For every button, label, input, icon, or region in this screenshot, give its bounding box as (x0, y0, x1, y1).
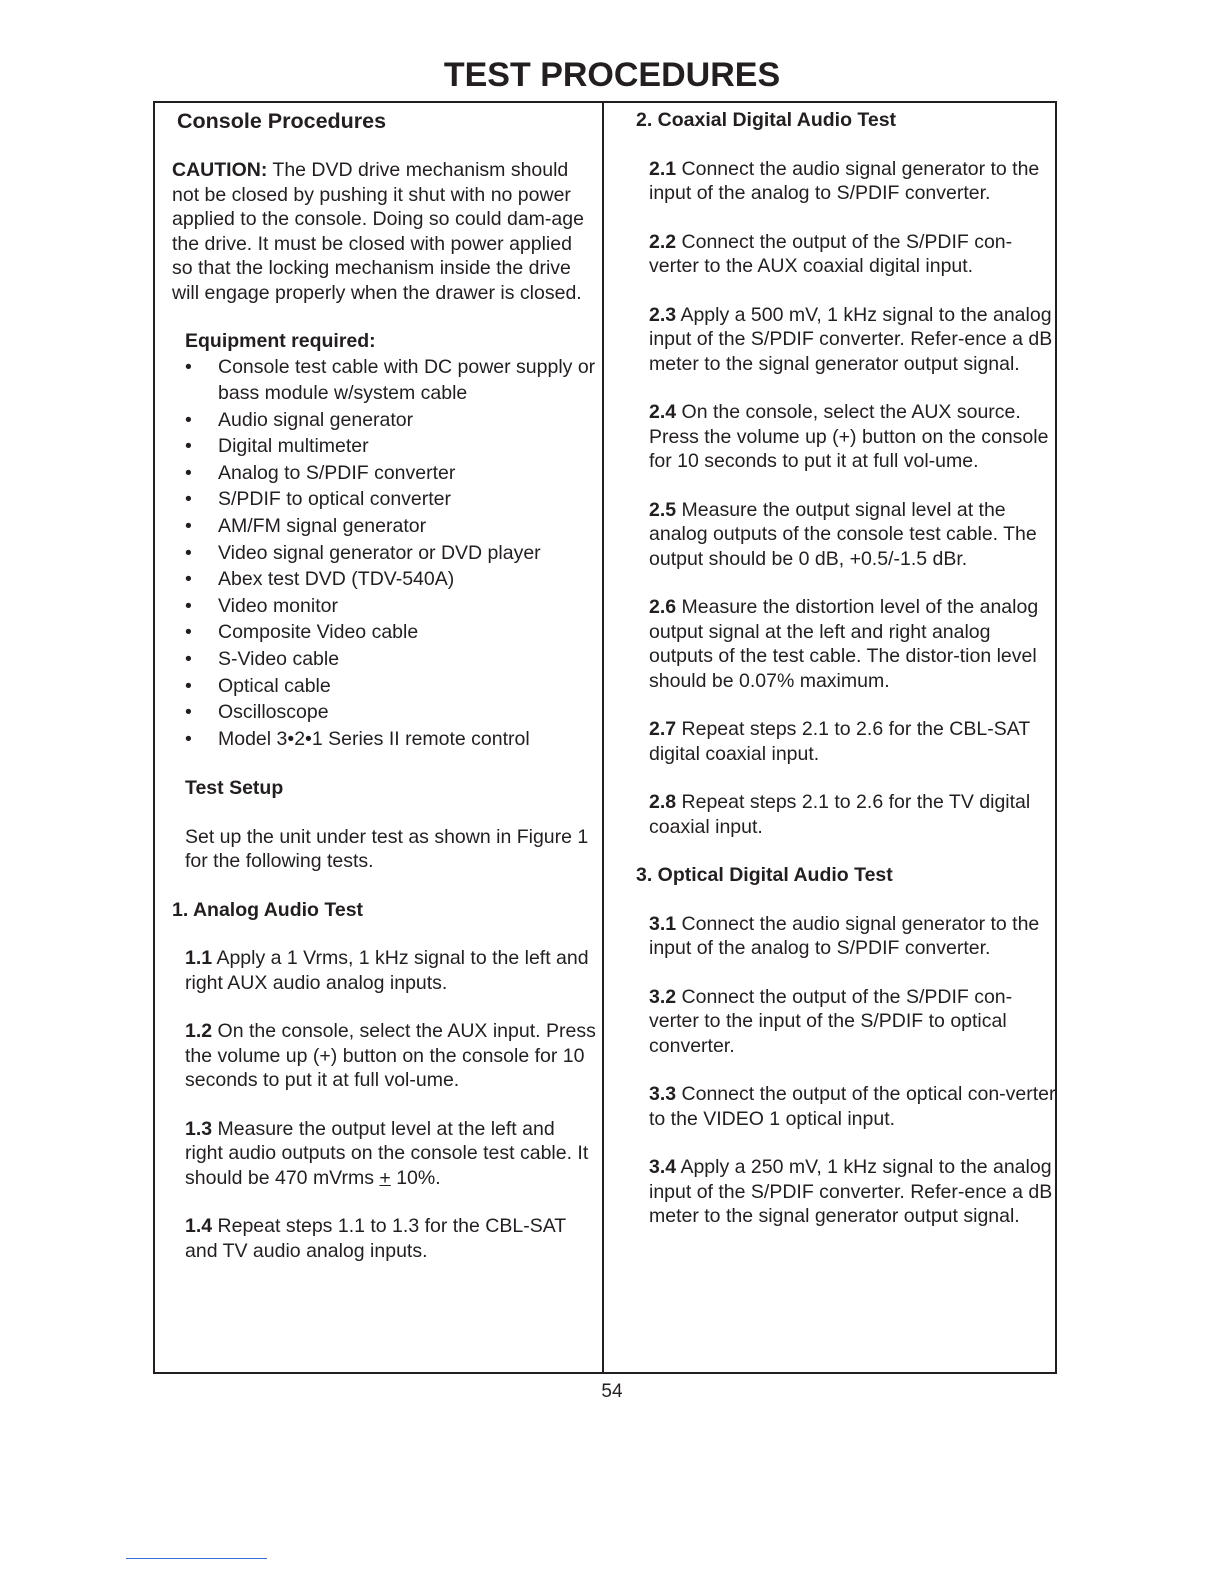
step-1-3: 1.3 Measure the output level at the left and right audio outputs on the console test cable. It should be 470 mVrms + 10%. (185, 1117, 589, 1189)
list-item: • Model 3•2•1 Series II remote control (185, 726, 597, 753)
optical-test-heading: 3. Optical Digital Audio Test (636, 864, 893, 886)
page-number: 54 (601, 1381, 623, 1402)
list-item: • Abex test DVD (TDV-540A) (185, 566, 597, 593)
step-2-7: 2.7 Repeat steps 2.1 to 2.6 for the CBL-SAT digital coaxial input. (649, 718, 1030, 765)
list-item: • Video monitor (185, 593, 597, 620)
caution-text: The DVD drive mechanism should not be closed by pushing it shut with no power applied to the console. Doing so could dam-age the drive. It must be closed with power applied so that the locking mechanism inside the drive will engage properly when the drawer is closed. (172, 159, 584, 304)
step-1-4: 1.4 Repeat steps 1.1 to 1.3 for the CBL-SAT and TV audio analog inputs. (185, 1215, 566, 1262)
step-2-8: 2.8 Repeat steps 2.1 to 2.6 for the TV digital coaxial input. (649, 791, 1031, 838)
bullet-icon: • (185, 648, 192, 671)
page-title: TEST PROCEDURES (443, 56, 781, 94)
plus-minus-symbol: + (379, 1166, 391, 1189)
bullet-icon: • (185, 568, 192, 591)
equipment-list (172, 354, 597, 753)
step-2-5: 2.5 Measure the output signal level at the analog outputs of the console test cable. The output should be 0 dB, +0.5/-1.5 dBr. (649, 498, 1037, 570)
step-1-2: 1.2 On the console, select the AUX input. Press the volume up (+) button on the console for 10 seconds to put it at full vol-ume. (185, 1020, 596, 1092)
step-3-3: 3.3 Connect the output of the optical con-verter to the VIDEO 1 optical input. (649, 1083, 1056, 1130)
bullet-icon: • (185, 408, 192, 431)
list-item: • Audio signal generator (185, 407, 597, 434)
step-2-3: 2.3 Apply a 500 mV, 1 kHz signal to the analog input of the S/PDIF converter. Refer-ence a dB meter to the signal generator output signal. (649, 303, 1053, 375)
step-2-1: 2.1 Connect the audio signal generator to the input of the analog to S/PDIF converter. (649, 157, 1040, 204)
bullet-icon: • (185, 515, 192, 538)
list-item: • AM/FM signal generator (185, 513, 597, 540)
equipment-heading: Equipment required: (185, 330, 376, 352)
list-item: • Video signal generator or DVD player (185, 540, 597, 567)
right-column (636, 108, 1056, 1229)
list-item: • Console test cable with DC power supply or bass module w/system cable (185, 355, 596, 405)
list-item: • S/PDIF to optical converter (185, 486, 597, 513)
step-2-6: 2.6 Measure the distortion level of the analog output signal at the left and right analog outputs of the test cable. The distor-tion level should be 0.07% maximum. (649, 596, 1039, 692)
list-item: • S-Video cable (185, 646, 597, 673)
list-item: • Analog to S/PDIF converter (185, 460, 597, 487)
caution-paragraph (172, 158, 597, 305)
bullet-icon: • (185, 727, 192, 750)
bullet-icon: • (185, 355, 192, 378)
column-divider (602, 101, 604, 1374)
list-item: • Optical cable (185, 673, 597, 700)
step-3-1: 3.1 Connect the audio signal generator to the input of the analog to S/PDIF converter. (649, 912, 1040, 959)
footer-rule (126, 1558, 267, 1559)
section-title: Console Procedures (177, 109, 387, 133)
step-2-2: 2.2 Connect the output of the S/PDIF con-verter to the AUX coaxial digital input. (649, 230, 1013, 277)
left-column (172, 108, 597, 1263)
bullet-icon: • (185, 621, 192, 644)
bullet-icon: • (185, 541, 192, 564)
coaxial-test-heading: 2. Coaxial Digital Audio Test (636, 109, 897, 131)
test-setup-text: Set up the unit under test as shown in Figure 1 for the following tests. (185, 825, 589, 873)
bullet-icon: • (185, 488, 192, 511)
bullet-icon: • (185, 674, 192, 697)
list-item: • Oscilloscope (185, 699, 597, 726)
bullet-icon: • (185, 461, 192, 484)
step-3-2: 3.2 Connect the output of the S/PDIF con-verter to the input of the S/PDIF to optical converter. (649, 985, 1013, 1057)
bullet-icon: • (185, 594, 192, 617)
analog-audio-test-heading: 1. Analog Audio Test (172, 898, 364, 921)
caution-label: CAUTION: (172, 159, 268, 181)
test-setup-heading: Test Setup (185, 777, 284, 800)
bullet-icon: • (185, 701, 192, 724)
step-3-4: 3.4 Apply a 250 mV, 1 kHz signal to the analog input of the S/PDIF converter. Refer-ence a dB meter to the signal generator output signal. (649, 1156, 1053, 1227)
step-2-4: 2.4 On the console, select the AUX source. Press the volume up (+) button on the console for 10 seconds to put it at full vol-ume. (649, 401, 1049, 472)
step-1-1: 1.1 Apply a 1 Vrms, 1 kHz signal to the left and right AUX audio analog inputs. (185, 947, 589, 994)
list-item: • Composite Video cable (185, 619, 597, 646)
list-item: • Digital multimeter (185, 433, 597, 460)
bullet-icon: • (185, 435, 192, 458)
